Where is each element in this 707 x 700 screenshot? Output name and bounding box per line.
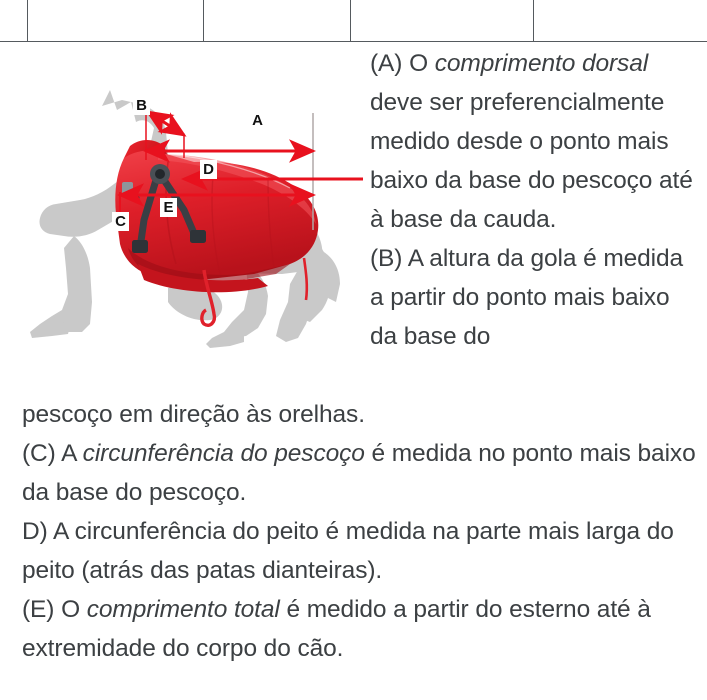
text-column-right xyxy=(370,44,700,356)
table-cell-1 xyxy=(27,0,204,42)
paragraph-c-prefix: (C) A xyxy=(22,440,83,467)
dimension-label-b: B xyxy=(133,96,150,115)
paragraph-b-cont-text: pescoço em direção às orelhas. xyxy=(22,401,365,428)
dog-diagram-svg xyxy=(18,88,363,348)
table-cell-3 xyxy=(350,0,534,42)
paragraph-a-italic: comprimento dorsal xyxy=(434,50,649,77)
paragraph-b-prefix: (B) A altura da gola é medida a partir do ponto mais baixo da base do xyxy=(370,245,684,350)
dimension-label-d: D xyxy=(200,160,217,179)
paragraph-a xyxy=(370,44,700,239)
text-block-full xyxy=(22,395,702,668)
paragraph-e-prefix: (E) O xyxy=(22,596,87,623)
table-cell-4 xyxy=(533,0,707,42)
dog-measurement-figure xyxy=(18,88,363,348)
paragraph-c-italic: circunferência do pescoço xyxy=(82,440,365,467)
table-fragment xyxy=(27,0,707,42)
paragraph-c xyxy=(22,434,702,512)
paragraph-b xyxy=(370,239,700,356)
paragraph-b-cont xyxy=(22,395,702,434)
paragraph-d-text: D) A circunferência do peito é medida na parte mais larga do peito (atrás das patas dianteiras). xyxy=(22,518,674,584)
paragraph-e-italic: comprimento total xyxy=(86,596,280,623)
table-bottom-border xyxy=(0,41,707,42)
dimension-label-a: A xyxy=(249,111,266,130)
dimension-label-e: E xyxy=(160,198,177,217)
paragraph-a-prefix: (A) O xyxy=(370,50,435,77)
paragraph-d xyxy=(22,512,702,590)
paragraph-a-suffix: deve ser preferencialmente medido desde o ponto mais baixo da base do pescoço até à base da cauda. xyxy=(370,89,693,233)
paragraph-e-suffix: é medido a partir do esterno até à extremidade do corpo do cão. xyxy=(22,596,651,662)
dimension-label-c: C xyxy=(112,212,129,231)
table-cell-2 xyxy=(203,0,351,42)
paragraph-c-suffix: é medida no ponto mais baixo da base do pescoço. xyxy=(22,440,696,506)
paragraph-e xyxy=(22,590,702,668)
